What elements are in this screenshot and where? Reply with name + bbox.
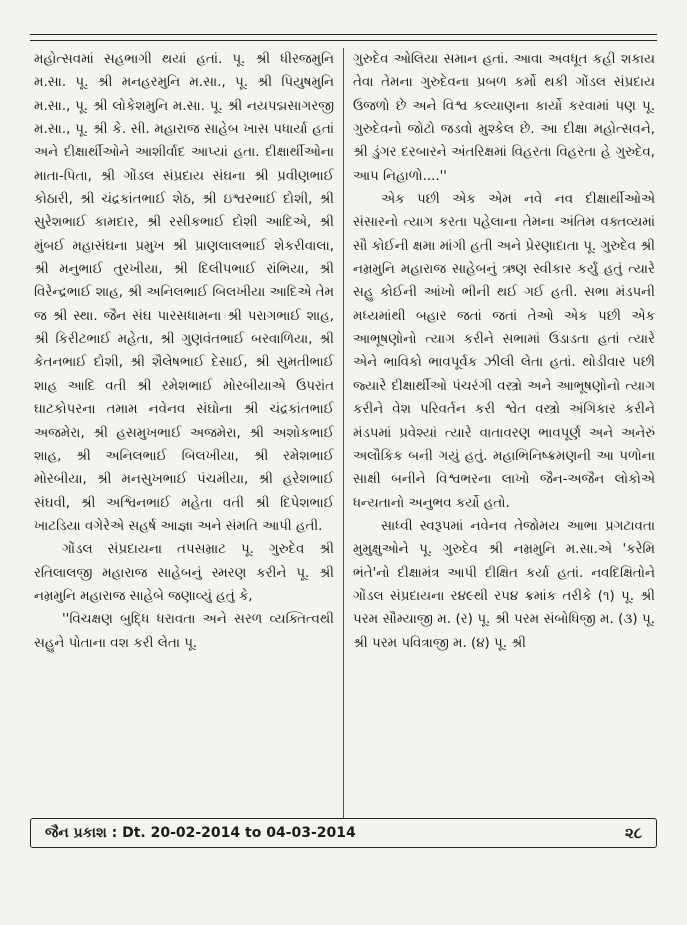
left-column [34, 48, 334, 655]
column-divider [343, 48, 344, 818]
left-paragraph: ''વિચક્ષણ બુદ્ધિ ધરાવતા અને સરળ વ્યક્તિત્વથી સહુને પોતાના વશ કરી લેતા પૂ. [34, 612, 334, 651]
page-number: ૨૮ [624, 824, 642, 842]
right-paragraph: ગુરુદેવ ઓલિયા સમાન હતાં. આવા અવધૂત કહી શકાય તેવા તેમના ગુરુદેવના પ્રબળ કર્મો થકી ગોંડલ સંપ્રદાય ઉજળો છે અને વિશ્વ કલ્યાણના કાર્યો કરવામાં પણ પૂ. ગુરુદેવનો જોટો જડવો મુશ્કેલ છે. આ દીક્ષા મહોત્સવને, શ્રી ડુંગર દરબારને અંતરિક્ષમાં વિહરતા વિહરતા હે ગુરુદેવ, આપ નિહાળો....'' [353, 52, 655, 184]
right-paragraph: સાધ્વી સ્વરૂપમાં નવેનવ તેજોમય આભા પ્રગટાવતા મુમુક્ષુઓને પૂ. ગુરુદેવ શ્રી નમ્રમુનિ મ.સા.એ 'કરેમિ ભંતે'નો દીક્ષામંત્ર આપી દીક્ષિત કર્યા હતાં. નવદિક્ષિતોને ગોંડલ સંપ્રદાયના ર૪૯થી ર૫૪ ક્રમાંક તરીકે (૧) પૂ. શ્રી પરમ સૌમ્યાજી મ. (ર) પૂ. શ્રી પરમ સંબોધિજી મ. (૩) પૂ. શ્રી પરમ પવિત્રાજી મ. (૪) પૂ. શ્રી [353, 518, 655, 651]
left-paragraph: મહોત્સવમાં સહભાગી થયાં હતાં. પૂ. શ્રી ધીરજમુનિ મ.સા. પૂ. શ્રી મનહરમુનિ મ.સા., પૂ. શ્રી પિયુષમુનિ મ.સા., પૂ. શ્રી લોકેશમુનિ મ.સા. પૂ. શ્રી નયપદ્મસાગરજી મ.સા., પૂ. શ્રી કે. સી. મહારાજ સાહેબ ખાસ પધાર્યા હતાં અને દીક્ષાર્થીઓને આશીર્વાદ આપ્યાં હતા. દીક્ષાર્થીઓના માતા-પિતા, શ્રી ગોંડલ સંપ્રદાય સંઘના શ્રી પ્રવીણભાઈ કોઠારી, શ્રી ચંદ્રકાંતભાઈ શેઠ, શ્રી ઇશ્વરભાઈ દોશી, શ્રી સુરેશભાઈ કામદાર, શ્રી રસીકભાઈ દોશી આદિએ, શ્રી મુંબઈ મહાસંઘના પ્રમુખ શ્રી પ્રાણલાલભાઈ શેકરીવાલા, શ્રી મનુભાઈ તુરખીયા, શ્રી દિલીપભાઈ રાંભિયા, શ્રી વિરેન્દ્રભાઈ શાહ, શ્રી અનિલભાઈ બિલખીયા આદિએ તેમ જ શ્રી સ્થા. જૈન સંઘ પારસધામના શ્રી પરાગભાઈ શાહ, શ્રી કિરીટભાઈ મહેતા, શ્રી ગુણવંતભાઈ બરવાળિયા, શ્રી કેતનભાઈ દોશી, શ્રી શૈલેષભાઈ દેસાઈ, શ્રી સુમતીભાઈ શાહ આદિ વતી શ્રી રમેશભાઈ મોરબીયાએ ઉપરાંત ઘાટકોપરના તમામ નવેનવ સંઘોના શ્રી ચંદ્રકાંતભાઈ અજમેરા, શ્રી હસમુખભાઈ અજમેરા, શ્રી અશોકભાઈ શાહ, શ્રી અનિલભાઈ બિલખીયા, શ્રી રમેશભાઈ મોરબીયા, શ્રી મનસુખભાઈ પંચમીયા, શ્રી હરેશભાઈ સંઘવી, શ્રી અશ્વિનભાઈ મહેતા વતી શ્રી દિપેશભાઈ ખાટડિયા વગેરેએ સહર્ષ આજ્ઞા અને સંમતિ આપી હતી. [34, 52, 334, 534]
header-double-rule [30, 34, 657, 41]
right-paragraph: એક પછી એક એમ નવે નવ દીક્ષાર્થીઓએ સંસારનો ત્યાગ કરતા પહેલાના તેમના અંતિમ વક્તવ્યમાં સૌ કોઈની ક્ષમા માંગી હતી અને પ્રેરણાદાતા પૂ. ગુરુદેવ શ્રી નમ્રમુનિ મહારાજ સાહેબનું ઋણ સ્વીકાર કર્યું હતું ત્યારે સહુ કોઈની આંખો ભીની થઈ ગઈ હતી. સભા મંડપની મધ્યમાંથી બહાર જતાં જતાં તેઓ એક પછી એક આભૂષણોનો ત્યાગ કરીને સભામાં ઉડાડતા હતાં ત્યારે એને ભાવિકો ભાવપૂર્વક ઝીલી લેતા હતાં. થોડીવાર પછી જ્યારે દીક્ષાર્થીઓ પંચરંગી વસ્ત્રો અને આભૂષણોનો ત્યાગ કરીને વેશ પરિવર્તન કરી શ્વેત વસ્ત્રો અંગિકાર કરીને મંડપમાં પ્રવેશ્યાં ત્યારે વાતાવરણ ભાવપૂર્ણ અને અનેરું અલૌકિક બની ગયું હતું. મહાભિનિષ્ક્રમણની આ પળોના સાક્ષી બનીને વિશ્વભરના લાખો જૈન-અજૈન લોકોએ ધન્યતાનો અનુભવ કર્યો હતો. [353, 192, 655, 511]
publication-name-date: જૈન પ્રકાશ : Dt. 20-02-2014 to 04-03-2014 [45, 825, 356, 841]
right-column [353, 48, 655, 655]
left-paragraph: ગોંડલ સંપ્રદાયના તપસમ્રાટ પૂ. ગુરુદેવ શ્રી રતિલાલજી મહારાજ સાહેબનું સ્મરણ કરીને પૂ. શ્રી નમ્રમુનિ મહારાજ સાહેબે જણાવ્યું હતું કે, [34, 542, 334, 604]
page-footer [30, 818, 657, 848]
